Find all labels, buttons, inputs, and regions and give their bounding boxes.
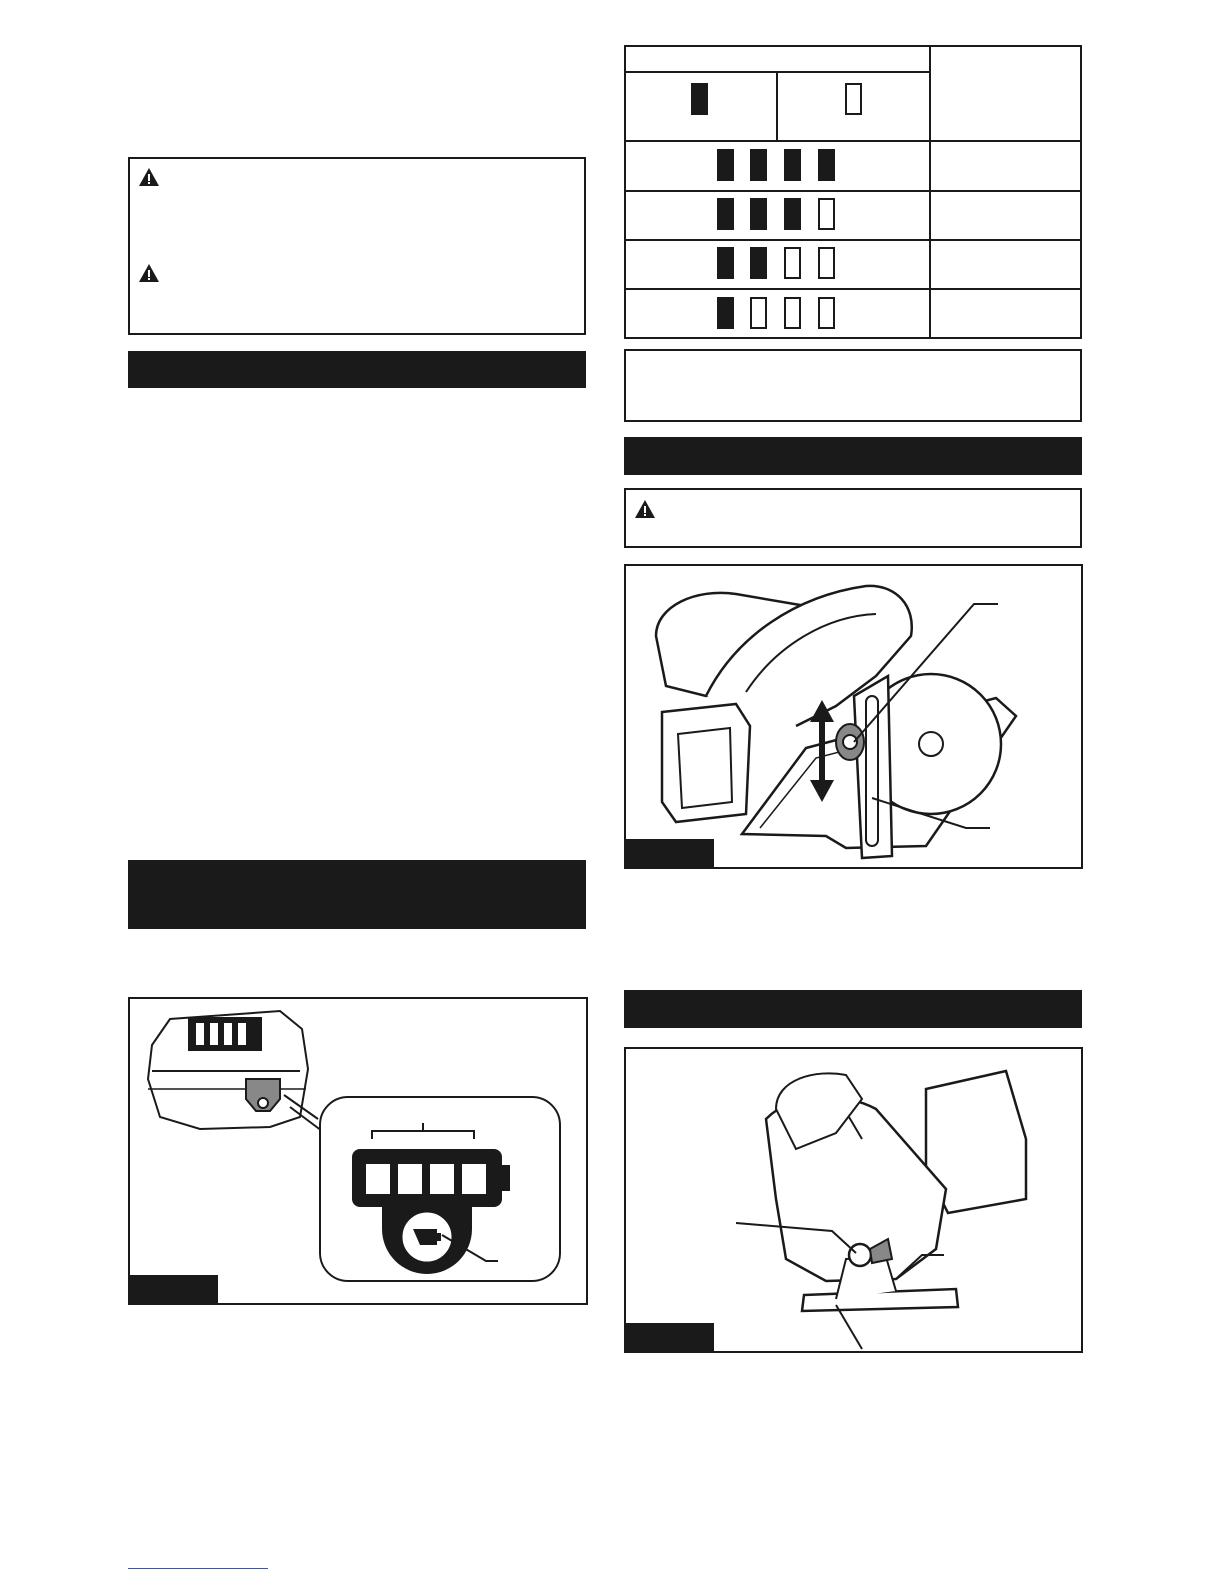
warning-triangle-icon [634, 499, 656, 519]
figure-bevel-adjustment [624, 1047, 1083, 1353]
caution-box [128, 157, 586, 335]
gauge-segment [398, 1164, 422, 1194]
figure-number-tag [626, 839, 714, 867]
section-heading-bar [624, 437, 1082, 475]
saw-depth-illustration [626, 566, 1081, 867]
section-heading-bar [624, 990, 1082, 1028]
saw-bevel-illustration [626, 1049, 1081, 1351]
check-button-leader [440, 1229, 500, 1269]
warning-triangle-icon [138, 263, 160, 283]
indicator-table [624, 45, 1082, 339]
legend-segment-lit [691, 83, 708, 115]
figure-battery-indicator [128, 997, 588, 1305]
legend-segment-off [845, 83, 862, 115]
figure-number-tag [626, 1323, 714, 1351]
section-heading-bar [128, 860, 586, 929]
figure-number-tag [130, 1275, 218, 1303]
warning-triangle-icon [138, 167, 160, 187]
section-heading-bar [128, 351, 586, 388]
battery-check-icon [410, 1223, 444, 1251]
gauge-segment [366, 1164, 390, 1194]
gauge-segment [462, 1164, 486, 1194]
footer-link-underline[interactable] [128, 1568, 268, 1569]
gauge-segments [366, 1164, 500, 1194]
warning-box [624, 488, 1082, 548]
note-box [624, 349, 1082, 422]
figure-depth-adjustment [624, 564, 1083, 869]
gauge-segment [430, 1164, 454, 1194]
